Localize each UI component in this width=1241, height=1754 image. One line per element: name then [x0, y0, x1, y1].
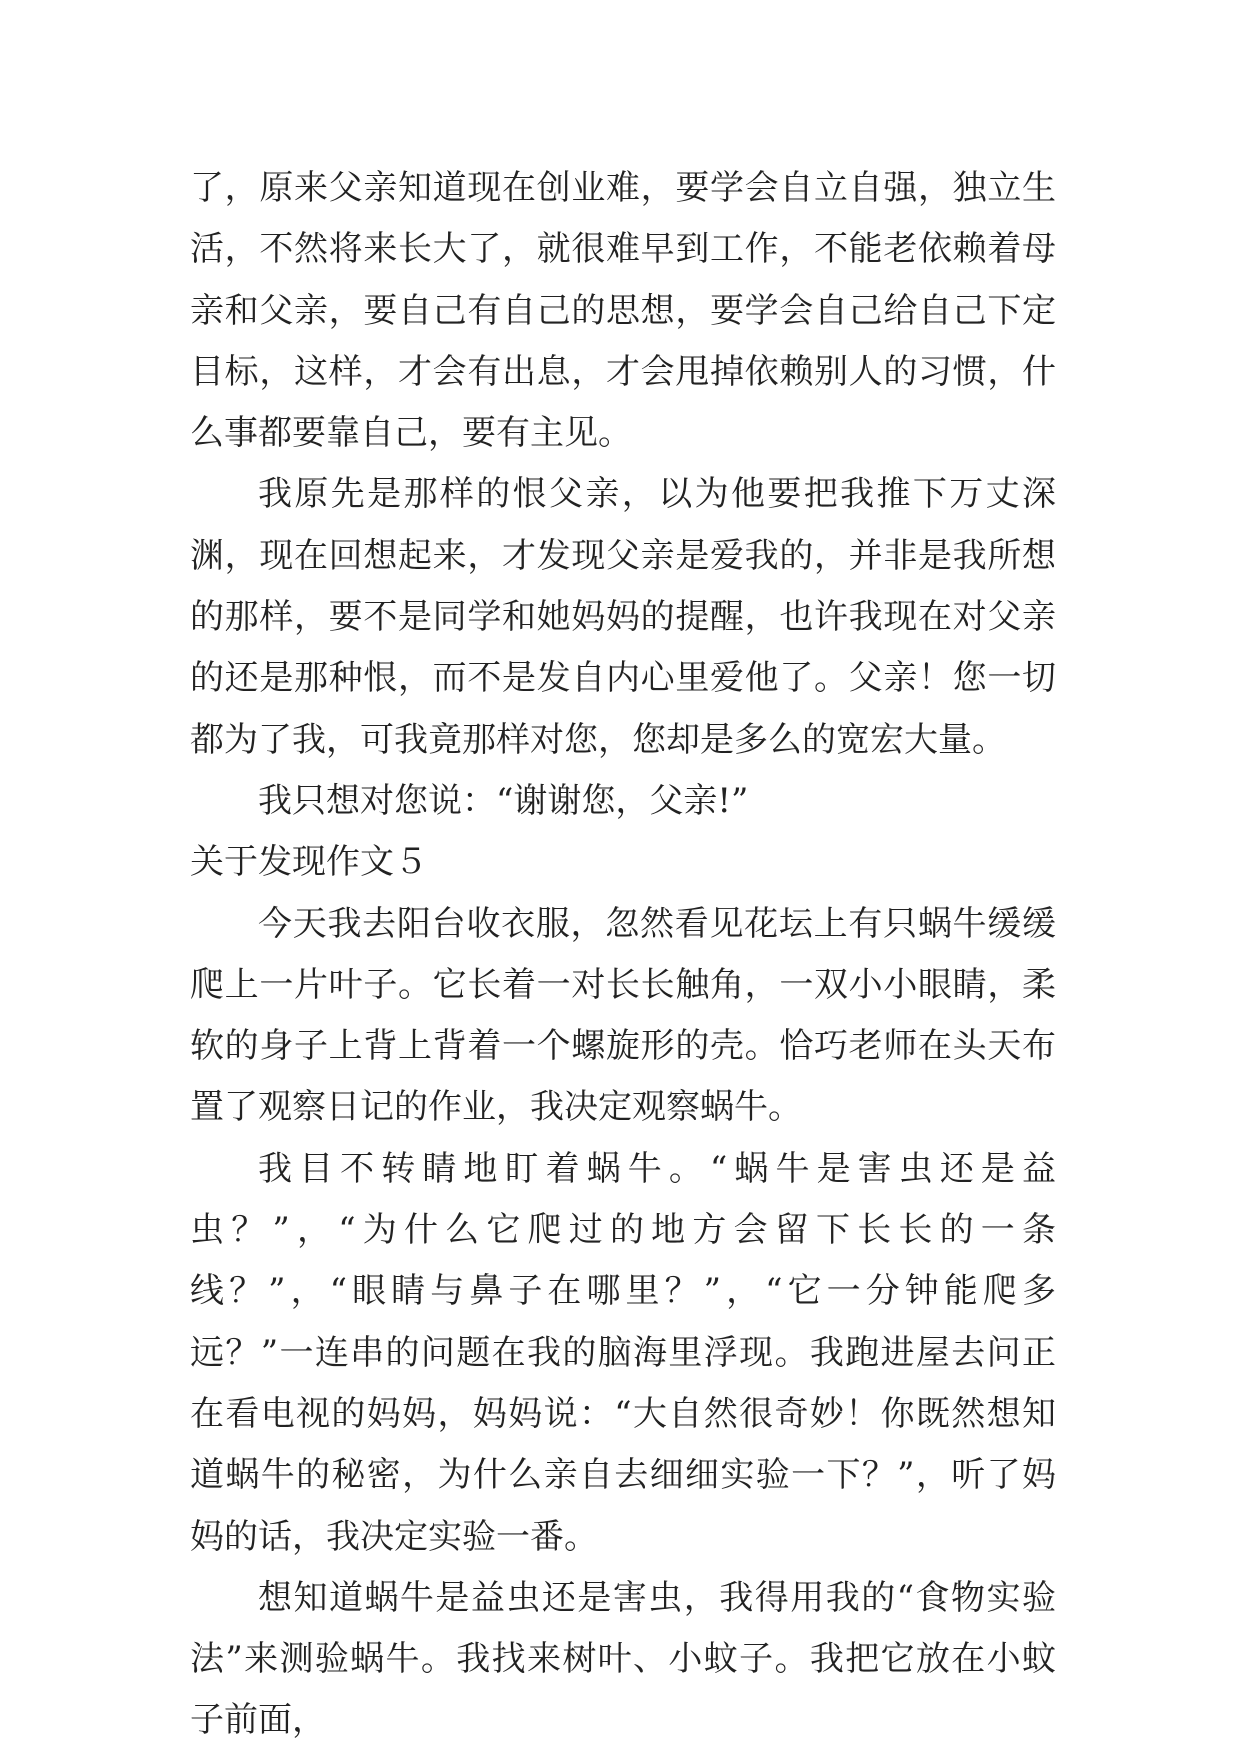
paragraph: 我只想对您说：“谢谢您，父亲!” — [258, 780, 749, 821]
paragraph: 今天我去阳台收衣服，忽然看见花坛上有只蜗牛缓缓爬上一片叶子。它长着一对长长触角，一双小小眼睛，柔软的身子上背上背着一个螺旋形的壳。恰巧老师在头天布置了观察日记的作业，我决定观察蜗牛。 — [190, 903, 1056, 1128]
document-body — [190, 158, 1056, 1752]
paragraph: 我目不转睛地盯着蜗牛。“蜗牛是害虫还是益虫？”，“为什么它爬过的地方会留下长长的一条线？”，“眼睛与鼻子在哪里？”，“它一分钟能爬多远？”一连串的问题在我的脑海里浮现。我跑进屋去问正在看电视的妈妈，妈妈说：“大自然很奇妙！你既然想知道蜗牛的秘密，为什么亲自去细细实验一下？”，听了妈妈的话，我决定实验一番。 — [190, 1148, 1056, 1557]
paragraph: 想知道蜗牛是益虫还是害虫，我得用我的“食物实验法”来测验蜗牛。我找来树叶、小蚊子。我把它放在小蚊子前面， — [190, 1577, 1056, 1741]
paragraph: 我原先是那样的恨父亲，以为他要把我推下万丈深渊，现在回想起来，才发现父亲是爱我的，并非是我所想的那样，要不是同学和她妈妈的提醒，也许我现在对父亲的还是那种恨，而不是发自内心里爱他了。父亲！您一切都为了我，可我竟那样对您，您却是多么的宽宏大量。 — [190, 474, 1056, 760]
section-heading: 关于发现作文５ — [190, 842, 428, 883]
paragraph-continuation: 了，原来父亲知道现在创业难，要学会自立自强，独立生活，不然将来长大了，就很难早到工作，不能老依赖着母亲和父亲，要自己有自己的思想，要学会自己给自己下定目标，这样，才会有出息，才会甩掉依赖别人的习惯，什么事都要靠自己，要有主见。 — [190, 168, 1056, 454]
